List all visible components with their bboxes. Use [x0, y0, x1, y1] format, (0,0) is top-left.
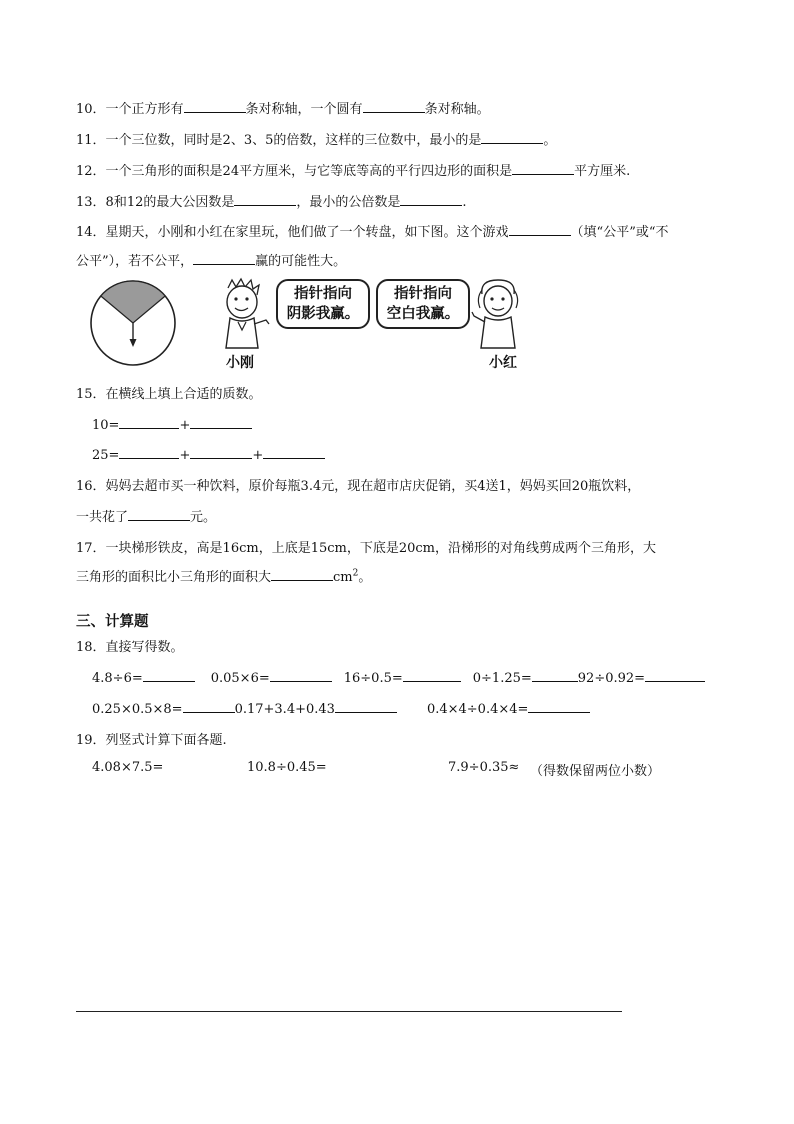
q14-text-c: 公平”），若不公平，	[76, 254, 194, 269]
question-18-row2	[92, 698, 590, 717]
question-14-line1	[76, 221, 669, 240]
q17-unit: cm	[333, 570, 353, 585]
expr: 92÷0.92=	[577, 671, 646, 686]
boy-illustration	[214, 276, 272, 350]
girl-illustration	[470, 276, 528, 350]
q10-text-b: 条对称轴，一个圆有	[245, 102, 363, 117]
q17-text-b: 三角形的面积比小三角形的面积大	[76, 570, 272, 585]
answer-blank[interactable]	[190, 444, 252, 459]
answer-blank[interactable]	[119, 414, 179, 429]
answer-blank[interactable]	[263, 444, 325, 459]
q10-text-a: 10．一个正方形有	[76, 102, 184, 117]
question-13	[76, 191, 467, 210]
question-12	[76, 160, 630, 179]
expr: 4.8÷6=	[92, 671, 143, 686]
answer-blank[interactable]	[400, 191, 462, 206]
speech-bubble-left	[276, 279, 370, 329]
q19-expr-2: 10.8÷0.45=	[247, 760, 327, 775]
question-18-row1	[92, 667, 705, 686]
question-16-line1: 16．妈妈去超市买一种饮料，原价每瓶3.4元，现在超市店庆促销，买4送1，妈妈买回20瓶饮料，	[76, 479, 641, 494]
caption-xiaohong: 小红	[489, 355, 517, 371]
spinner-figure	[88, 277, 178, 369]
plus-sign: +	[179, 418, 191, 433]
expr: 0.4×4÷0.4×4=	[426, 702, 529, 717]
q12-text-a: 12．一个三角形的面积是24平方厘米，与它等底等高的平行四边形的面积是	[76, 164, 513, 179]
expr: 16÷0.5=	[343, 671, 403, 686]
q19-note: （得数保留两位小数）	[530, 764, 661, 779]
q13-text-c: .	[462, 195, 467, 210]
question-15-row1	[92, 414, 252, 433]
q11-text-a: 11．一个三位数，同时是2、3、5的倍数，这样的三位数中，最小的是	[76, 133, 482, 148]
answer-blank[interactable]	[143, 667, 195, 682]
expr: 0.05×6=	[210, 671, 270, 686]
expr: 0÷1.25=	[472, 671, 532, 686]
speech-bubble-right	[376, 279, 470, 329]
q12-text-b: 平方厘米.	[574, 164, 631, 179]
expr: 0.25×0.5×8=	[92, 702, 183, 717]
answer-blank[interactable]	[335, 698, 397, 713]
section-heading: 三、计算题	[76, 614, 149, 630]
bubble-left-line1: 指针指向	[294, 286, 352, 302]
answer-blank[interactable]	[532, 667, 578, 682]
q13-text-b: ，最小的公倍数是	[296, 195, 401, 210]
answer-blank[interactable]	[528, 698, 590, 713]
answer-blank[interactable]	[271, 566, 333, 581]
expr: 0.17+3.4+0.43	[234, 702, 335, 717]
question-17-line1: 17．一块梯形铁皮，高是16cm，上底是15cm，下底是20cm，沿梯形的对角线剪成两个三角形，大	[76, 541, 656, 556]
answer-blank[interactable]	[234, 191, 296, 206]
answer-blank[interactable]	[119, 444, 179, 459]
answer-blank[interactable]	[128, 506, 190, 521]
answer-blank[interactable]	[193, 250, 255, 265]
q11-text-b: 。	[543, 133, 557, 148]
bubble-right-line1: 指针指向	[394, 286, 452, 302]
q15-r1-label: 10=	[92, 418, 120, 433]
answer-blank[interactable]	[184, 98, 246, 113]
plus-sign: +	[252, 448, 264, 463]
q14-text-b: （填“公平”或“不	[570, 225, 669, 240]
q17-unit-superscript: 2	[352, 568, 359, 579]
answer-blank[interactable]	[509, 221, 571, 236]
question-14-line2	[76, 250, 346, 269]
answer-blank[interactable]	[645, 667, 705, 682]
question-19-title: 19．列竖式计算下面各题.	[76, 733, 227, 748]
q19-expr-1: 4.08×7.5=	[92, 760, 164, 775]
answer-blank[interactable]	[403, 667, 461, 682]
q14-text-d: 赢的可能性大。	[255, 254, 347, 269]
question-15-title: 15．在横线上填上合适的质数。	[76, 387, 262, 402]
question-10	[76, 98, 490, 117]
question-18-title: 18．直接写得数。	[76, 640, 184, 655]
answer-blank[interactable]	[512, 160, 574, 175]
bubble-left-line2: 阴影我赢。	[286, 306, 360, 322]
question-17-line2	[76, 566, 371, 585]
q16-text-b: 一共花了	[76, 510, 129, 525]
question-16-line2	[76, 506, 216, 525]
q16-text-c: 元。	[190, 510, 217, 525]
q14-text-a: 14．星期天，小刚和小红在家里玩，他们做了一个转盘，如下图。这个游戏	[76, 225, 509, 240]
answer-blank[interactable]	[190, 414, 252, 429]
plus-sign: +	[179, 448, 191, 463]
q15-r2-label: 25=	[92, 448, 120, 463]
q10-text-c: 条对称轴。	[424, 102, 490, 117]
question-15-row2	[92, 444, 325, 463]
answer-blank[interactable]	[481, 129, 543, 144]
answer-blank[interactable]	[363, 98, 425, 113]
q17-text-d: 。	[358, 570, 372, 585]
answer-blank[interactable]	[183, 698, 235, 713]
bubble-right-line2: 空白我赢。	[386, 306, 460, 322]
footer-rule	[76, 1011, 622, 1012]
q19-expr-3: 7.9÷0.35≈	[448, 760, 520, 775]
answer-blank[interactable]	[270, 667, 332, 682]
caption-xiaogang: 小刚	[226, 355, 254, 371]
q13-text-a: 13．8和12的最大公因数是	[76, 195, 235, 210]
question-11	[76, 129, 556, 148]
